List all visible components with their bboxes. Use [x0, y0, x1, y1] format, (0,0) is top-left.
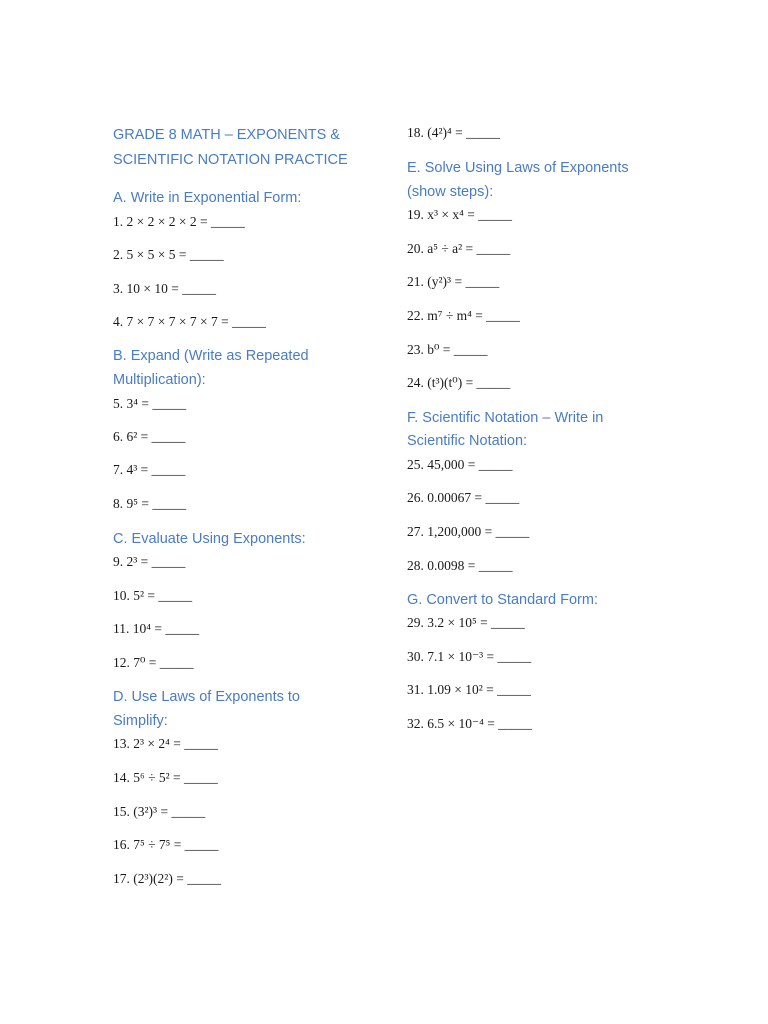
problem-22: 22. m⁷ ÷ m⁴ = _____ [407, 308, 520, 323]
section-d-heading-line1: D. Use Laws of Exponents to [113, 689, 300, 705]
section-a-heading: A. Write in Exponential Form: [113, 190, 302, 206]
problem-9: 9. 2³ = _____ [113, 554, 186, 569]
problem-8: 8. 9⁵ = _____ [113, 496, 187, 511]
problem-5: 5. 3⁴ = _____ [113, 396, 187, 411]
problem-2: 2. 5 × 5 × 5 = _____ [113, 247, 224, 262]
section-d-heading-line2: Simplify: [113, 713, 168, 729]
problem-27: 27. 1,200,000 = _____ [407, 524, 530, 539]
problem-26: 26. 0.00067 = _____ [407, 490, 520, 505]
problem-11: 11. 10⁴ = _____ [113, 621, 200, 636]
problem-20: 20. a⁵ ÷ a² = _____ [407, 241, 511, 256]
section-e-heading-line2: (show steps): [407, 184, 494, 200]
problem-29: 29. 3.2 × 10⁵ = _____ [407, 615, 525, 630]
problem-19: 19. x³ × x⁴ = _____ [407, 207, 512, 222]
section-c-heading: C. Evaluate Using Exponents: [113, 531, 306, 547]
problem-4: 4. 7 × 7 × 7 × 7 × 7 = _____ [113, 314, 266, 329]
problem-6: 6. 6² = _____ [113, 429, 186, 444]
problem-10: 10. 5² = _____ [113, 588, 193, 603]
section-b-heading-line2: Multiplication): [113, 372, 206, 388]
problem-28: 28. 0.0098 = _____ [407, 558, 513, 573]
problem-12: 12. 7⁰ = _____ [113, 655, 194, 670]
section-f-heading-line1: F. Scientific Notation – Write in [407, 410, 604, 426]
problem-24: 24. (t³)(t⁰) = _____ [407, 375, 511, 390]
problem-31: 31. 1.09 × 10² = _____ [407, 682, 531, 697]
problem-16: 16. 7⁵ ÷ 7⁵ = _____ [113, 837, 219, 852]
section-e-heading-line1: E. Solve Using Laws of Exponents [407, 160, 629, 176]
section-g-heading: G. Convert to Standard Form: [407, 592, 598, 608]
problem-32: 32. 6.5 × 10⁻⁴ = _____ [407, 716, 532, 731]
problem-7: 7. 4³ = _____ [113, 462, 186, 477]
worksheet-title-line1: GRADE 8 MATH – EXPONENTS & [113, 127, 340, 143]
worksheet-title-line2: SCIENTIFIC NOTATION PRACTICE [113, 152, 348, 168]
problem-25: 25. 45,000 = _____ [407, 457, 513, 472]
problem-17: 17. (2³)(2²) = _____ [113, 871, 221, 886]
problem-14: 14. 5⁶ ÷ 5² = _____ [113, 770, 218, 785]
problem-21: 21. (y²)³ = _____ [407, 274, 500, 289]
problem-15: 15. (3²)³ = _____ [113, 804, 206, 819]
problem-3: 3. 10 × 10 = _____ [113, 281, 216, 296]
problem-23: 23. b⁰ = _____ [407, 342, 488, 357]
section-b-heading-line1: B. Expand (Write as Repeated [113, 348, 309, 364]
problem-13: 13. 2³ × 2⁴ = _____ [113, 736, 218, 751]
problem-18: 18. (4²)⁴ = _____ [407, 125, 500, 140]
section-f-heading-line2: Scientific Notation: [407, 433, 528, 449]
problem-1: 1. 2 × 2 × 2 × 2 = _____ [113, 214, 245, 229]
problem-30: 30. 7.1 × 10⁻³ = _____ [407, 649, 532, 664]
